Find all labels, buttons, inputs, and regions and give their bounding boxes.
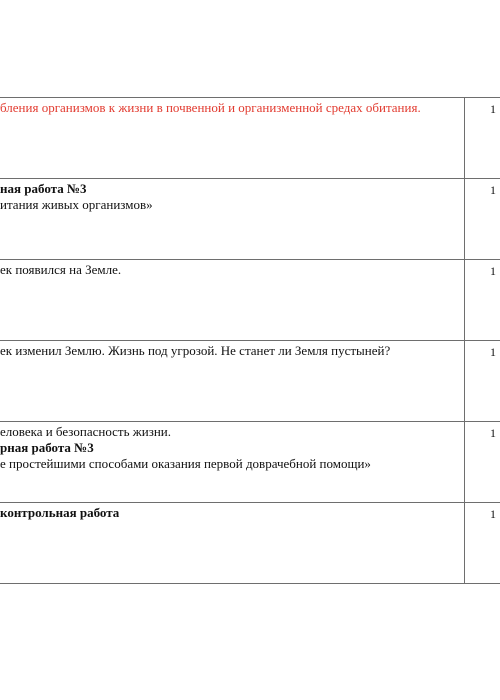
topic-line: итания живых организмов» [0, 197, 153, 212]
table-row [0, 260, 500, 341]
column-divider [464, 179, 465, 259]
lesson-table [0, 97, 500, 584]
hours-cell: 1 [490, 264, 496, 278]
lesson-topic-cell [0, 424, 458, 472]
table-row [0, 341, 500, 422]
hours-cell: 1 [490, 183, 496, 197]
topic-line: еловека и безопасность жизни. [0, 424, 172, 439]
topic-line: ек появился на Земле. [0, 262, 122, 277]
topic-line: ек изменил Землю. Жизнь под угрозой. Не станет ли Земля пустыней? [0, 343, 391, 358]
table-row [0, 179, 500, 260]
lesson-topic-cell [0, 343, 458, 359]
column-divider [464, 260, 465, 340]
table-row [0, 422, 500, 503]
topic-line: рная работа №3 [0, 440, 94, 455]
table-row [0, 503, 500, 584]
topic-line: ная работа №3 [0, 181, 87, 196]
hours-cell: 1 [490, 507, 496, 521]
lesson-topic-cell [0, 181, 458, 213]
lesson-topic-cell [0, 505, 458, 521]
column-divider [464, 422, 465, 502]
topic-line: е простейшими способами оказания первой доврачебной помощи» [0, 456, 371, 471]
table-row [0, 97, 500, 179]
topic-line: контрольная работа [0, 505, 120, 520]
hours-cell: 1 [490, 345, 496, 359]
column-divider [464, 98, 465, 178]
lesson-topic-cell [0, 100, 458, 116]
topic-line: бления организмов к жизни в почвенной и организменной средах обитания. [0, 100, 421, 115]
lesson-topic-cell [0, 262, 458, 278]
hours-cell: 1 [490, 426, 496, 440]
column-divider [464, 503, 465, 583]
column-divider [464, 341, 465, 421]
hours-cell: 1 [490, 102, 496, 116]
